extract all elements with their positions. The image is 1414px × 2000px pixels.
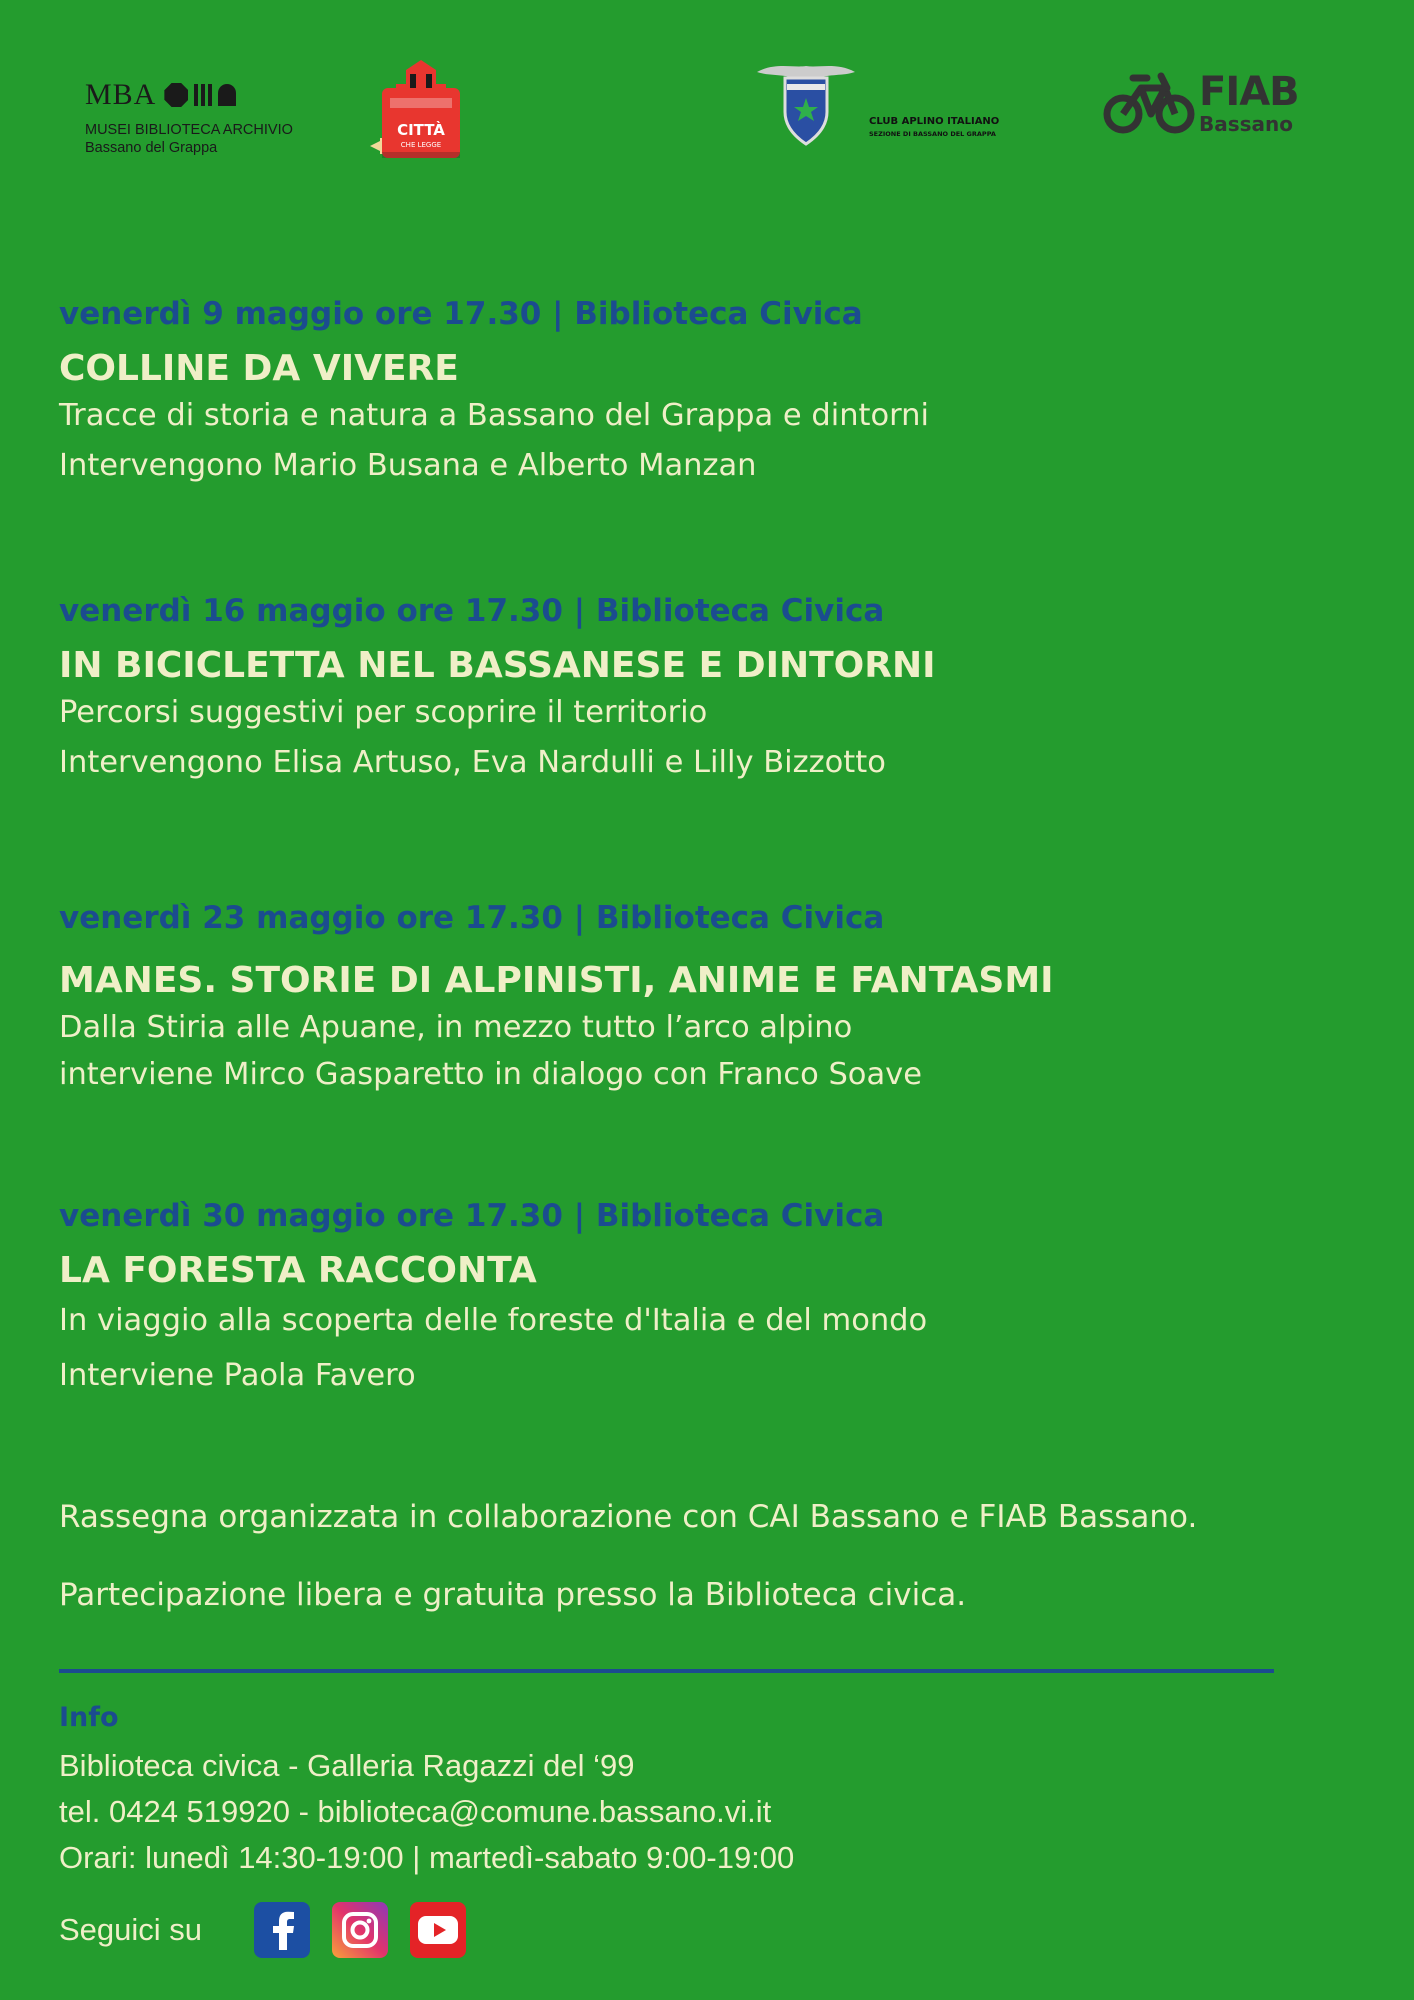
organization-note: Rassegna organizzata in collaborazione con CAI Bassano e FIAB Bassano. [59,1499,1198,1535]
social-label: Seguici su [59,1912,203,1947]
divider [59,1669,1274,1673]
citta-che-legge-icon [368,58,464,162]
instagram-icon[interactable] [332,1902,388,1958]
event-when: venerdì 16 maggio ore 17.30 | Biblioteca Civica [59,593,885,629]
event-when: venerdì 30 maggio ore 17.30 | Biblioteca Civica [59,1198,885,1234]
event-subtitle: In viaggio alla scoperta delle foreste d'Italia e del mondo [59,1303,928,1338]
events-list [59,292,1359,1406]
event-speakers: interviene Mirco Gasparetto in dialogo con Franco Soave [59,1057,922,1092]
mba-logo [85,80,293,157]
mba-shapes-icon [164,83,236,107]
info-hours: Orari: lunedì 14:30-19:00 | martedì-sabato 9:00-19:00 [59,1840,795,1875]
fiab-logo-line1: FIAB [1199,69,1299,115]
info-address: Biblioteca civica - Galleria Ragazzi del ‘99 [59,1748,635,1783]
event-item [59,896,1359,1194]
event-when: venerdì 9 maggio ore 17.30 | Biblioteca Civica [59,296,863,332]
event-title: IN BICICLETTA NEL BASSANESE E DINTORNI [59,645,936,686]
fiab-logo-line2: Bassano [1199,112,1294,136]
svg-text:CITTÀ: CITTÀ [397,121,445,139]
facebook-icon[interactable] [254,1902,310,1958]
info-heading: Info [59,1702,119,1733]
event-title: MANES. STORIE DI ALPINISTI, ANIME E FANTASMI [59,960,1054,1001]
event-speakers: Interviene Paola Favero [59,1358,416,1393]
bicycle-icon [1103,70,1195,136]
social-links [59,1902,488,1958]
cai-emblem-icon [755,62,857,146]
event-title: LA FORESTA RACCONTA [59,1250,537,1291]
event-subtitle: Dalla Stiria alle Apuane, in mezzo tutto l’arco alpino [59,1010,853,1045]
cai-logo [755,62,999,146]
participation-note: Partecipazione libera e gratuita presso la Biblioteca civica. [59,1577,967,1613]
mba-logo-line1: MUSEI BIBLIOTECA ARCHIVIO [85,122,293,138]
event-subtitle: Tracce di storia e natura a Bassano del Grappa e dintorni [59,398,929,433]
fiab-logo [1103,70,1299,136]
citta-che-legge-logo [368,58,464,162]
youtube-icon[interactable] [410,1902,466,1958]
mba-logo-mark: MBA [85,78,157,111]
event-speakers: Intervengono Elisa Artuso, Eva Nardulli e Lilly Bizzotto [59,745,886,780]
svg-text:CHE LEGGE: CHE LEGGE [400,141,442,149]
event-when: venerdì 23 maggio ore 17.30 | Biblioteca Civica [59,900,885,936]
cai-logo-line2: SEZIONE DI BASSANO DEL GRAPPA [869,130,996,138]
cai-logo-line1: CLUB APLINO ITALIANO [869,116,1000,127]
event-title: COLLINE DA VIVERE [59,348,459,389]
event-subtitle: Percorsi suggestivi per scoprire il territorio [59,695,708,730]
event-speakers: Intervengono Mario Busana e Alberto Manzan [59,448,757,483]
info-contacts: tel. 0424 519920 - biblioteca@comune.bassano.vi.it [59,1794,772,1829]
event-item [59,1194,1359,1406]
event-item [59,292,1359,589]
event-item [59,589,1359,896]
mba-logo-line2: Bassano del Grappa [85,139,218,156]
